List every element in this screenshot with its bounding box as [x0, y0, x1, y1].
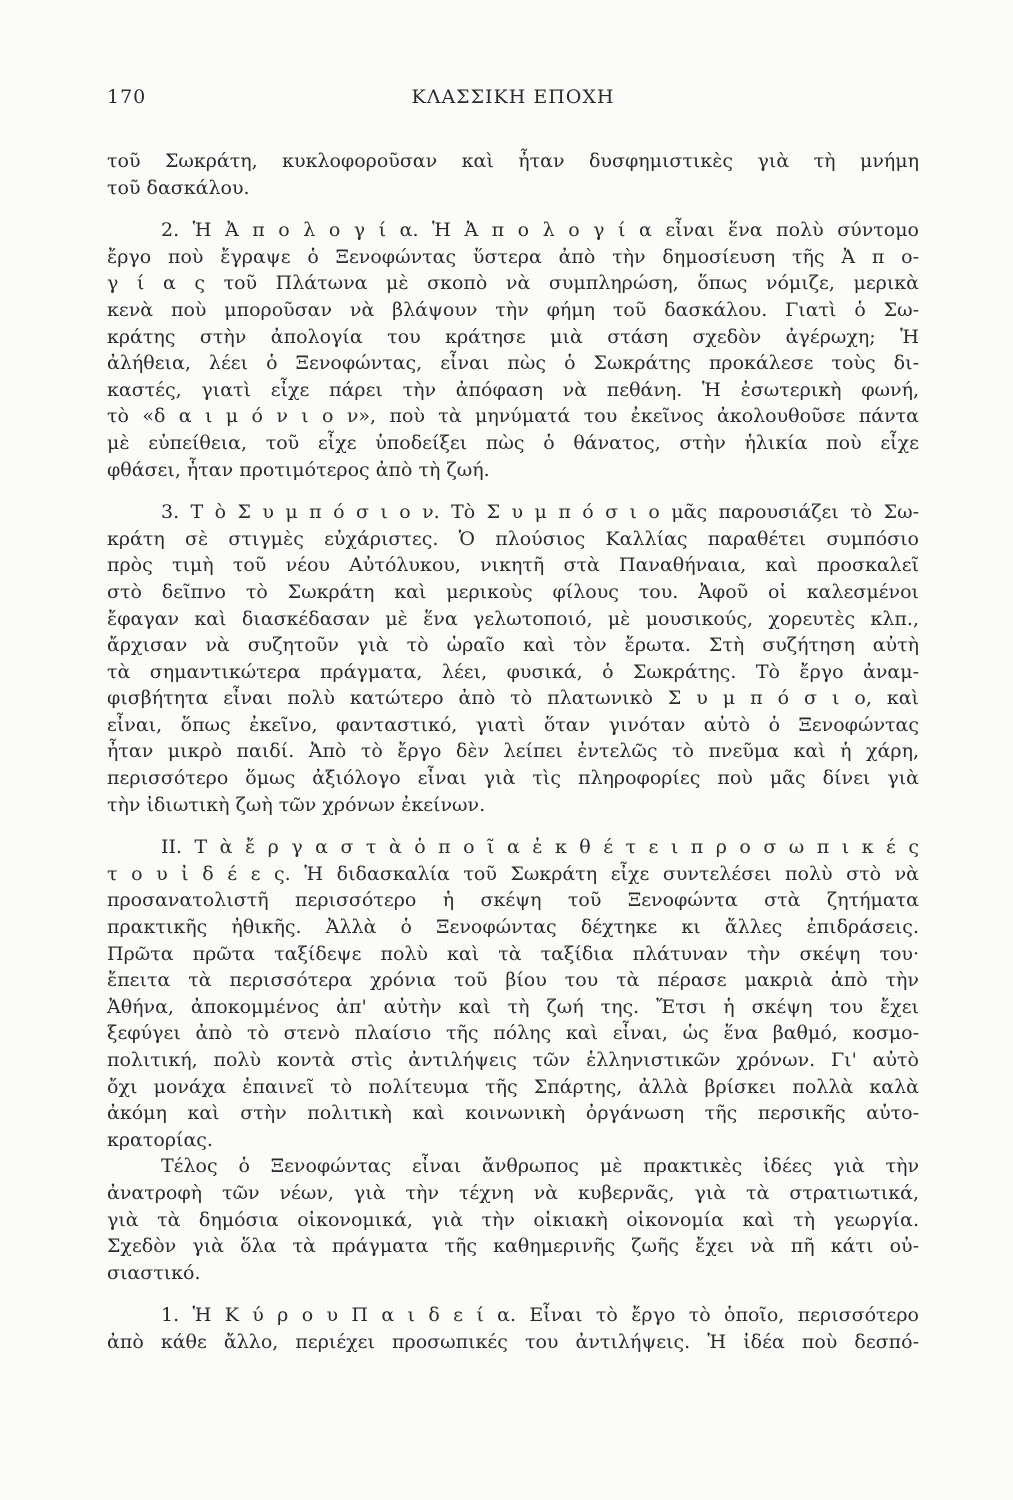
text-line: ἦταν μικρὸ παιδί. Ἀπὸ τὸ ἔργο δὲν λείπει ἐντελῶς τὸ πνεῦμα καὶ ἡ χάρη,: [107, 740, 919, 763]
text-line: φισβήτητα εἶναι πολὺ κατώτερο ἀπὸ τὸ πλατωνικὸ Σ υ μ π ό σ ι ο, καὶ: [107, 687, 919, 710]
paragraph: [107, 1153, 919, 1286]
body-text: [107, 148, 919, 1356]
text-line: 2. Ἡ Ἀ π ο λ ο γ ί α. Ἡ Ἀ π ο λ ο γ ί α εἶναι ἕνα πολὺ σύντομο: [161, 219, 919, 242]
text-line: εἶναι, ὅπως ἐκεῖνο, φανταστικό, γιατὶ ὅταν γινόταν αὐτὸ ὁ Ξενοφώντας: [107, 713, 919, 736]
paragraph: [107, 148, 919, 201]
text-line: 1. Ἡ Κ ύ ρ ο υ Π α ι δ ε ί α. Εἶναι τὸ ἔργο τὸ ὁποῖο, περισσότερο: [161, 1304, 919, 1327]
text-line: ἀλήθεια, λέει ὁ Ξενοφώντας, εἶναι πὼς ὁ Σωκράτης προκάλεσε τοὺς δι-: [107, 352, 919, 375]
text-line: προσανατολιστῆ περισσότερο ἡ σκέψη τοῦ Ξενοφώντα στὰ ζητήματα: [107, 889, 919, 912]
text-line: Ἀθήνα, ἀποκομμένος ἀπ' αὐτὴν καὶ τὴ ζωή της. Ἔτσι ἡ σκέψη του ἔχει: [107, 995, 919, 1018]
text-line: ἔργο ποὺ ἔγραψε ὁ Ξενοφώντας ὕστερα ἀπὸ τὴν δημοσίευση τῆς Ἀ π ο-: [107, 245, 919, 268]
text-line: κράτης στὴν ἀπολογία του κράτησε μιὰ στάση σχεδὸν ἀγέρωχη; Ἡ: [107, 325, 919, 348]
text-line: Σχεδὸν γιὰ ὅλα τὰ πράγματα τῆς καθημερινῆς ζωῆς ἔχει νὰ πῆ κάτι οὐ-: [107, 1235, 919, 1258]
text-line: κρατορίας.: [107, 1128, 213, 1151]
text-line: ἄρχισαν νὰ συζητοῦν γιὰ τὸ ὡραῖο καὶ τὸν ἔρωτα. Στὴ συζήτηση αὐτὴ: [107, 634, 919, 657]
text-line: τοῦ Σωκράτη, κυκλοφοροῦσαν καὶ ἦταν δυσφημιστικὲς γιὰ τὴ μνήμη: [107, 150, 919, 172]
text-line: τοῦ δασκάλου.: [107, 176, 250, 199]
text-line: πρὸς τιμὴ τοῦ νέου Αὐτόλυκου, νικητῆ στὰ Παναθήναια, καὶ προσκαλεῖ: [107, 554, 919, 577]
text-line: γ ί α ς τοῦ Πλάτωνα μὲ σκοπὸ νὰ συμπληρώση, ὅπως νόμιζε, μερικὰ: [107, 272, 919, 295]
text-line: τὴν ἰδιωτικὴ ζωὴ τῶν χρόνων ἐκείνων.: [107, 793, 486, 816]
page-number: 170: [107, 86, 147, 108]
text-line: ξεφύγει ἀπὸ τὸ στενὸ πλαίσιο τῆς πόλης καὶ εἶναι, ὡς ἕνα βαθμό, κοσμο-: [107, 1022, 919, 1045]
text-line: καστές, γιατὶ εἶχε πάρει τὴν ἀπόφαση νὰ πεθάνη. Ἡ ἐσωτερικὴ φωνή,: [107, 378, 919, 401]
text-line: πρακτικῆς ἠθικῆς. Ἀλλὰ ὁ Ξενοφώντας δέχτηκε κι ἄλλες ἐπιδράσεις.: [107, 916, 919, 939]
text-line: τὸ «δ α ι μ ό ν ι ο ν», ποὺ τὰ μηνύματά του ἐκεῖνος ἀκολουθοῦσε πάντα: [107, 405, 919, 428]
text-line: Πρῶτα πρῶτα ταξίδεψε πολὺ καὶ τὰ ταξίδια πλάτυναν τὴν σκέψη του·: [107, 942, 919, 965]
text-line: ἔφαγαν καὶ διασκέδασαν μὲ ἕνα γελωτοποιό, μὲ μουσικούς, χορευτὲς κλπ.,: [107, 607, 919, 630]
text-line: σιαστικό.: [107, 1261, 201, 1284]
text-line: ἀκόμη καὶ στὴν πολιτικὴ καὶ κοινωνικὴ ὀργάνωση τῆς περσικῆς αὐτο-: [107, 1102, 919, 1125]
text-line: ἀνατροφὴ τῶν νέων, γιὰ τὴν τέχνη νὰ κυβερνᾶς, γιὰ τὰ στρατιωτικά,: [107, 1181, 919, 1204]
text-line: ΙΙ. Τ ὰ ἔ ρ γ α σ τ ὰ ὁ π ο ῖ α ἐ κ θ έ τ ε ι π ρ ο σ ω π ι κ έ ς: [161, 836, 919, 859]
text-line: 3. Τ ὸ Σ υ μ π ό σ ι ο ν. Τὸ Σ υ μ π ό σ ι ο μᾶς παρουσιάζει τὸ Σω-: [161, 501, 919, 524]
paragraph: [107, 1302, 919, 1355]
page-header: [107, 86, 919, 116]
paragraph: [107, 217, 919, 483]
text-line: κράτη σὲ στιγμὲς εὐχάριστες. Ὁ πλούσιος Καλλίας παραθέτει συμπόσιο: [107, 527, 919, 550]
text-line: τ ο υ ἰ δ έ ε ς. Ἡ διδασκαλία τοῦ Σωκράτη εἶχε συντελέσει πολὺ στὸ νὰ: [107, 862, 919, 885]
paragraph: [107, 834, 919, 1153]
text-line: ἀπὸ κάθε ἄλλο, περιέχει προσωπικές του ἀντιλήψεις. Ἡ ἰδέα ποὺ δεσπό-: [107, 1330, 919, 1353]
text-line: γιὰ τὰ δημόσια οἰκονομικά, γιὰ τὴν οἰκιακὴ οἰκονομία καὶ τὴ γεωργία.: [107, 1208, 919, 1231]
text-line: περισσότερο ὅμως ἀξιόλογο εἶναι γιὰ τὶς πληροφορίες ποὺ μᾶς δίνει γιὰ: [107, 767, 919, 790]
text-line: στὸ δεῖπνο τὸ Σωκράτη καὶ μερικοὺς φίλους του. Ἀφοῦ οἱ καλεσμένοι: [107, 580, 919, 603]
text-line: πολιτική, πολὺ κοντὰ στὶς ἀντιλήψεις τῶν ἑλληνιστικῶν χρόνων. Γι' αὐτὸ: [107, 1049, 919, 1071]
paragraph: [107, 499, 919, 818]
text-line: φθάσει, ἦταν προτιμότερος ἀπὸ τὴ ζωή.: [107, 458, 490, 481]
running-title: ΚΛΑΣΣΙΚΗ ΕΠΟΧΗ: [411, 86, 615, 108]
text-line: κενὰ ποὺ μποροῦσαν νὰ βλάψουν τὴν φήμη τοῦ δασκάλου. Γιατὶ ὁ Σω-: [107, 298, 919, 321]
text-line: ὄχι μονάχα ἐπαινεῖ τὸ πολίτευμα τῆς Σπάρτης, ἀλλὰ βρίσκει πολλὰ καλὰ: [107, 1075, 919, 1098]
text-line: ἔπειτα τὰ περισσότερα χρόνια τοῦ βίου του τὰ πέρασε μακριὰ ἀπὸ τὴν: [107, 969, 919, 992]
text-line: τὰ σημαντικώτερα πράγματα, λέει, φυσικά, ὁ Σωκράτης. Τὸ ἔργο ἀναμ-: [107, 660, 919, 683]
text-line: Τέλος ὁ Ξενοφώντας εἶναι ἄνθρωπος μὲ πρακτικὲς ἰδέες γιὰ τὴν: [161, 1155, 919, 1178]
text-line: μὲ εὐπείθεια, τοῦ εἶχε ὑποδείξει πὼς ὁ θάνατος, στὴν ἡλικία ποὺ εἶχε: [107, 431, 919, 454]
